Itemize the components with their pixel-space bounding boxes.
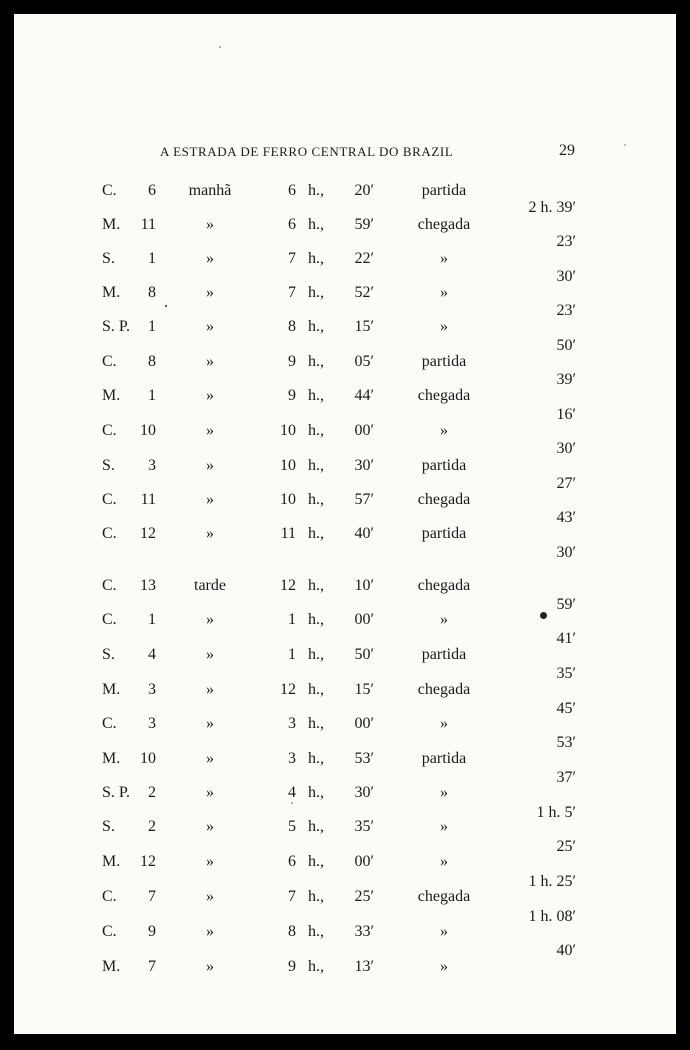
book-page [14,14,676,1034]
interval-value: 27′ [556,475,576,492]
minute-cell: 50′ [354,646,374,663]
event-cell: chegada [417,888,471,905]
hour-cell: 7 [288,250,296,267]
place-cell: S. [102,250,115,267]
ink-speck [291,802,293,804]
timetable-row [14,316,676,338]
hour-abbrev-cell: h., [308,457,324,474]
hour-abbrev-cell: h., [308,577,324,594]
hour-cell: 11 [280,525,296,542]
event-cell: » [440,250,448,267]
number-cell: 12 [140,853,156,870]
period-cell: » [206,923,214,940]
minute-cell: 30′ [354,457,374,474]
interval-value: 35′ [556,665,576,682]
period-cell: » [206,888,214,905]
interval-value: 23′ [556,302,576,319]
hour-abbrev-cell: h., [308,216,324,233]
period-cell: » [206,353,214,370]
interval-value: 2 h. 39′ [528,199,576,216]
place-cell: S. [102,646,115,663]
minute-cell: 35′ [354,818,374,835]
number-cell: 9 [148,923,156,940]
hour-cell: 1 [288,611,296,628]
timetable-row [14,886,676,908]
period-cell: » [206,646,214,663]
page-header [14,144,676,164]
hour-abbrev-cell: h., [308,387,324,404]
hour-abbrev-cell: h., [308,250,324,267]
minute-cell: 10′ [354,577,374,594]
event-cell: » [440,958,448,975]
place-cell: S. P. [102,784,131,801]
number-cell: 8 [148,284,156,301]
hour-abbrev-cell: h., [308,958,324,975]
timetable-row [14,644,676,666]
hour-cell: 12 [280,681,296,698]
place-cell: M. [102,284,121,301]
event-cell: chegada [417,577,471,594]
period-cell: » [206,784,214,801]
place-cell: C. [102,923,117,940]
hour-abbrev-cell: h., [308,923,324,940]
interval-value: 25′ [556,838,576,855]
event-cell: chegada [417,216,471,233]
period-cell: » [206,525,214,542]
timetable-row [14,782,676,804]
hour-abbrev-cell: h., [308,715,324,732]
interval-value: 37′ [556,769,576,786]
ink-speck [165,305,167,307]
period-cell: » [206,491,214,508]
ink-speck [540,612,547,619]
event-cell: chegada [417,681,471,698]
place-cell: M. [102,216,121,233]
event-cell: partida [421,525,467,542]
number-cell: 2 [148,818,156,835]
hour-abbrev-cell: h., [308,491,324,508]
event-cell: chegada [417,491,471,508]
hour-cell: 9 [288,958,296,975]
hour-abbrev-cell: h., [308,611,324,628]
period-cell: » [206,715,214,732]
minute-cell: 00′ [354,715,374,732]
hour-cell: 10 [280,491,296,508]
number-cell: 8 [148,353,156,370]
hour-abbrev-cell: h., [308,646,324,663]
timetable-row [14,351,676,373]
period-cell: » [206,284,214,301]
timetable-row [14,489,676,511]
timetable-row [14,420,676,442]
place-cell: C. [102,525,117,542]
hour-abbrev-cell: h., [308,318,324,335]
period-cell: » [206,818,214,835]
interval-value: 1 h. 5′ [536,804,576,821]
hour-abbrev-cell: h., [308,681,324,698]
minute-cell: 00′ [354,853,374,870]
number-cell: 1 [148,387,156,404]
hour-cell: 10 [280,457,296,474]
interval-value: 39′ [556,371,576,388]
event-cell: » [440,853,448,870]
minute-cell: 59′ [354,216,374,233]
period-cell: » [206,853,214,870]
number-cell: 3 [148,715,156,732]
hour-cell: 3 [288,715,296,732]
hour-cell: 6 [288,182,296,199]
ink-speck [624,144,626,146]
timetable-row [14,713,676,735]
place-cell: C. [102,611,117,628]
minute-cell: 15′ [354,681,374,698]
minute-cell: 52′ [354,284,374,301]
minute-cell: 20′ [354,182,374,199]
hour-cell: 4 [288,784,296,801]
timetable-row [14,609,676,631]
minute-cell: 53′ [354,750,374,767]
place-cell: S. P. [102,318,131,335]
timetable-row [14,851,676,873]
interval-value: 50′ [556,337,576,354]
minute-cell: 40′ [354,525,374,542]
place-cell: M. [102,681,121,698]
timetable-row [14,748,676,770]
hour-abbrev-cell: h., [308,750,324,767]
minute-cell: 15′ [354,318,374,335]
event-cell: chegada [417,387,471,404]
place-cell: M. [102,958,121,975]
timetable-row [14,956,676,978]
timetable-row [14,679,676,701]
event-cell: » [440,784,448,801]
number-cell: 4 [148,646,156,663]
minute-cell: 44′ [354,387,374,404]
minute-cell: 00′ [354,611,374,628]
period-cell: » [206,387,214,404]
number-cell: 10 [140,422,156,439]
timetable-row [14,180,676,202]
timetable-row [14,575,676,597]
minute-cell: 57′ [354,491,374,508]
place-cell: C. [102,577,117,594]
hour-abbrev-cell: h., [308,818,324,835]
event-cell: » [440,611,448,628]
hour-cell: 3 [288,750,296,767]
number-cell: 1 [148,318,156,335]
timetable-row [14,385,676,407]
number-cell: 1 [148,611,156,628]
period-cell: » [206,750,214,767]
timetable-row [14,282,676,304]
number-cell: 11 [140,216,156,233]
period-cell: » [206,422,214,439]
event-cell: partida [421,353,467,370]
place-cell: C. [102,491,117,508]
hour-cell: 10 [280,422,296,439]
event-cell: partida [421,646,467,663]
place-cell: M. [102,387,121,404]
interval-value: 41′ [556,630,576,647]
interval-value: 1 h. 08′ [528,908,576,925]
event-cell: » [440,284,448,301]
interval-value: 45′ [556,700,576,717]
period-cell: manhã [188,182,232,199]
hour-cell: 9 [288,353,296,370]
event-cell: » [440,715,448,732]
place-cell: C. [102,182,117,199]
place-cell: C. [102,715,117,732]
timetable-row [14,921,676,943]
place-cell: S. [102,457,115,474]
period-cell: » [206,681,214,698]
number-cell: 3 [148,681,156,698]
period-cell: » [206,958,214,975]
event-cell: » [440,318,448,335]
timetable-row [14,248,676,270]
interval-value: 16′ [556,406,576,423]
interval-value: 30′ [556,268,576,285]
hour-abbrev-cell: h., [308,353,324,370]
interval-value: 1 h. 25′ [528,873,576,890]
hour-cell: 6 [288,853,296,870]
event-cell: » [440,422,448,439]
hour-cell: 9 [288,387,296,404]
number-cell: 10 [140,750,156,767]
number-cell: 11 [140,491,156,508]
number-cell: 2 [148,784,156,801]
minute-cell: 13′ [354,958,374,975]
minute-cell: 22′ [354,250,374,267]
number-cell: 1 [148,250,156,267]
minute-cell: 30′ [354,784,374,801]
place-cell: S. [102,818,115,835]
hour-abbrev-cell: h., [308,853,324,870]
minute-cell: 05′ [354,353,374,370]
minute-cell: 33′ [354,923,374,940]
page-number: 29 [559,142,575,159]
interval-value: 59′ [556,596,576,613]
minute-cell: 00′ [354,422,374,439]
number-cell: 7 [148,958,156,975]
minute-cell: 25′ [354,888,374,905]
place-cell: C. [102,422,117,439]
interval-value: 53′ [556,734,576,751]
hour-abbrev-cell: h., [308,888,324,905]
event-cell: partida [421,182,467,199]
interval-value: 30′ [556,440,576,457]
number-cell: 3 [148,457,156,474]
timetable-row [14,455,676,477]
timetable-row [14,816,676,838]
number-cell: 7 [148,888,156,905]
event-cell: » [440,923,448,940]
period-cell: » [206,611,214,628]
number-cell: 12 [140,525,156,542]
number-cell: 6 [148,182,156,199]
event-cell: partida [421,750,467,767]
period-cell: » [206,250,214,267]
timetable-row [14,523,676,545]
hour-cell: 7 [288,888,296,905]
event-cell: » [440,818,448,835]
place-cell: M. [102,750,121,767]
hour-abbrev-cell: h., [308,422,324,439]
hour-cell: 6 [288,216,296,233]
hour-cell: 5 [288,818,296,835]
hour-cell: 12 [280,577,296,594]
hour-abbrev-cell: h., [308,784,324,801]
interval-value: 30′ [556,544,576,561]
period-cell: » [206,457,214,474]
event-cell: partida [421,457,467,474]
number-cell: 13 [140,577,156,594]
place-cell: C. [102,353,117,370]
place-cell: C. [102,888,117,905]
period-cell: » [206,318,214,335]
hour-cell: 8 [288,318,296,335]
interval-value: 43′ [556,509,576,526]
interval-value: 23′ [556,233,576,250]
hour-abbrev-cell: h., [308,284,324,301]
running-title: A ESTRADA DE FERRO CENTRAL DO BRAZIL [160,144,454,159]
hour-abbrev-cell: h., [308,525,324,542]
period-cell: tarde [194,577,226,594]
hour-cell: 1 [288,646,296,663]
period-cell: » [206,216,214,233]
timetable-row [14,214,676,236]
hour-abbrev-cell: h., [308,182,324,199]
place-cell: M. [102,853,121,870]
hour-cell: 8 [288,923,296,940]
hour-cell: 7 [288,284,296,301]
ink-speck [219,46,221,48]
interval-value: 40′ [556,942,576,959]
